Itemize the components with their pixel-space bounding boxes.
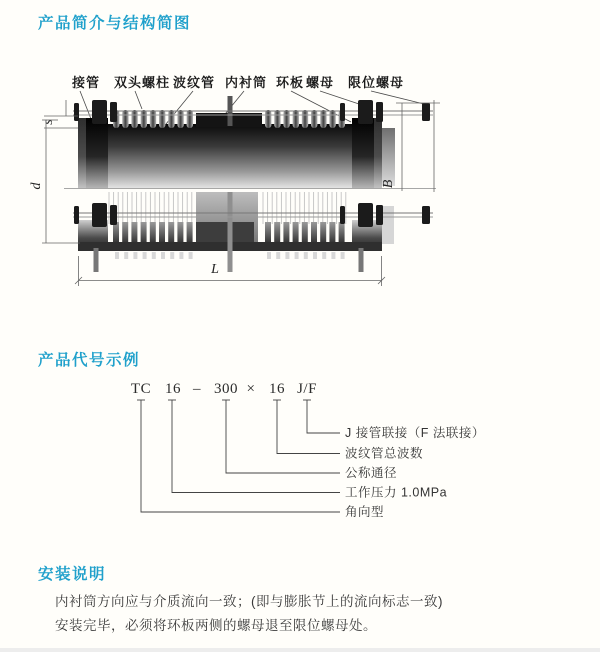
code-token-pressure: 16 xyxy=(165,381,181,397)
part-label-nut: 螺母 xyxy=(305,75,335,90)
install-line-2: 安装完毕，必须将环板两侧的螺母退至限位螺母处。 xyxy=(55,618,377,633)
code-token-connection: J/F xyxy=(297,381,317,397)
code-token-times: × xyxy=(246,381,256,397)
dim-s: s xyxy=(41,119,56,125)
code-tokens xyxy=(131,381,317,397)
install-line-1: 内衬筒方向应与介质流向一致；(即与膨胀节上的流向标志一致) xyxy=(55,594,443,609)
part-label-limit-nut: 限位螺母 xyxy=(347,75,405,90)
part-label-connection-pipe: 接管 xyxy=(71,75,101,90)
code-annotation-diameter: 公称通径 xyxy=(345,466,398,480)
code-annotation-waves: 波纹管总波数 xyxy=(345,446,424,461)
code-connector-lines xyxy=(137,400,340,512)
expansion-joint-diagram xyxy=(0,60,600,360)
page-bottom-strip xyxy=(0,648,600,652)
limit-nut-shape xyxy=(422,103,430,121)
code-token-waves: 16 xyxy=(269,381,285,397)
code-annotation-pressure: 工作压力 1.0MPa xyxy=(345,485,448,500)
lower-section-view xyxy=(73,192,433,272)
code-annotation-connection: J 接管联接（F 法联接） xyxy=(345,426,485,440)
code-annotations xyxy=(345,425,485,519)
code-token-type: TC xyxy=(130,381,152,397)
code-example-heading: 产品代号示例 xyxy=(38,352,141,369)
diagram-part-labels xyxy=(71,75,404,90)
part-label-ring-plate: 环板 xyxy=(275,75,305,90)
dim-L: L xyxy=(211,262,219,277)
part-label-inner-sleeve: 内衬筒 xyxy=(224,75,268,90)
install-notes xyxy=(55,590,555,638)
part-label-double-stud: 双头螺柱 xyxy=(113,75,171,90)
install-heading: 安装说明 xyxy=(38,566,107,583)
part-label-bellows: 波纹管 xyxy=(172,75,216,90)
code-annotation-type: 角向型 xyxy=(345,505,385,519)
intro-heading: 产品简介与结构简图 xyxy=(38,15,192,32)
code-token-dash: – xyxy=(193,381,201,397)
code-token-diameter: 300 xyxy=(214,381,238,397)
dim-B: B xyxy=(381,179,396,189)
upper-rendered-view xyxy=(78,96,395,188)
dim-d: d xyxy=(29,182,44,190)
product-code-example xyxy=(0,372,600,552)
